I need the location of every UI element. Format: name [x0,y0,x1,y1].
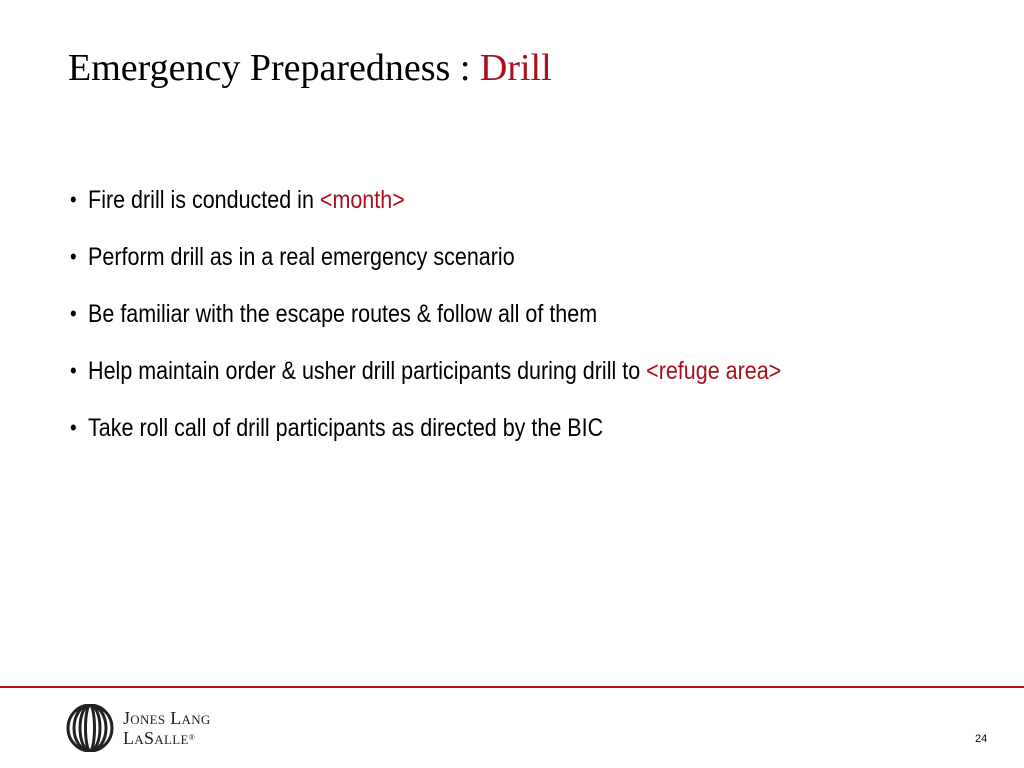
bullet-item-escape-routes [70,292,781,349]
page-number: 24 [975,733,988,745]
bullet-item-roll-call [70,406,781,463]
bullet-list [70,178,897,463]
logo-wordmark [123,708,211,748]
bullet-text: Be familiar with the escape routes & follow all of them [88,300,598,328]
logo-line-1: Jones Lang [123,708,211,728]
bullet-item-perform-drill [70,235,781,292]
logo-line-2 [123,728,211,748]
bullet-text: Fire drill is conducted in [88,186,320,214]
slide-title-accent: Drill [479,47,552,89]
bullet-accent-month: <month> [319,186,405,214]
bullet-text: Take roll call of drill participants as directed by the BIC [88,414,604,442]
bullet-text: Perform drill as in a real emergency scenario [88,243,515,271]
bullet-accent-refuge-area: <refuge area> [646,357,782,385]
footer-divider [0,686,1024,688]
bullet-text: Help maintain order & usher drill participants during drill to [88,357,647,385]
bullet-item-fire-drill [70,178,781,235]
slide-title-main: Emergency Preparedness : [68,47,480,89]
company-logo [66,704,226,752]
registered-mark: ® [188,733,196,742]
slide-title [68,44,552,92]
jll-globe-logo-icon [66,704,114,752]
logo-line-2-text: LaSalle [123,728,189,748]
bullet-item-maintain-order [70,349,781,406]
